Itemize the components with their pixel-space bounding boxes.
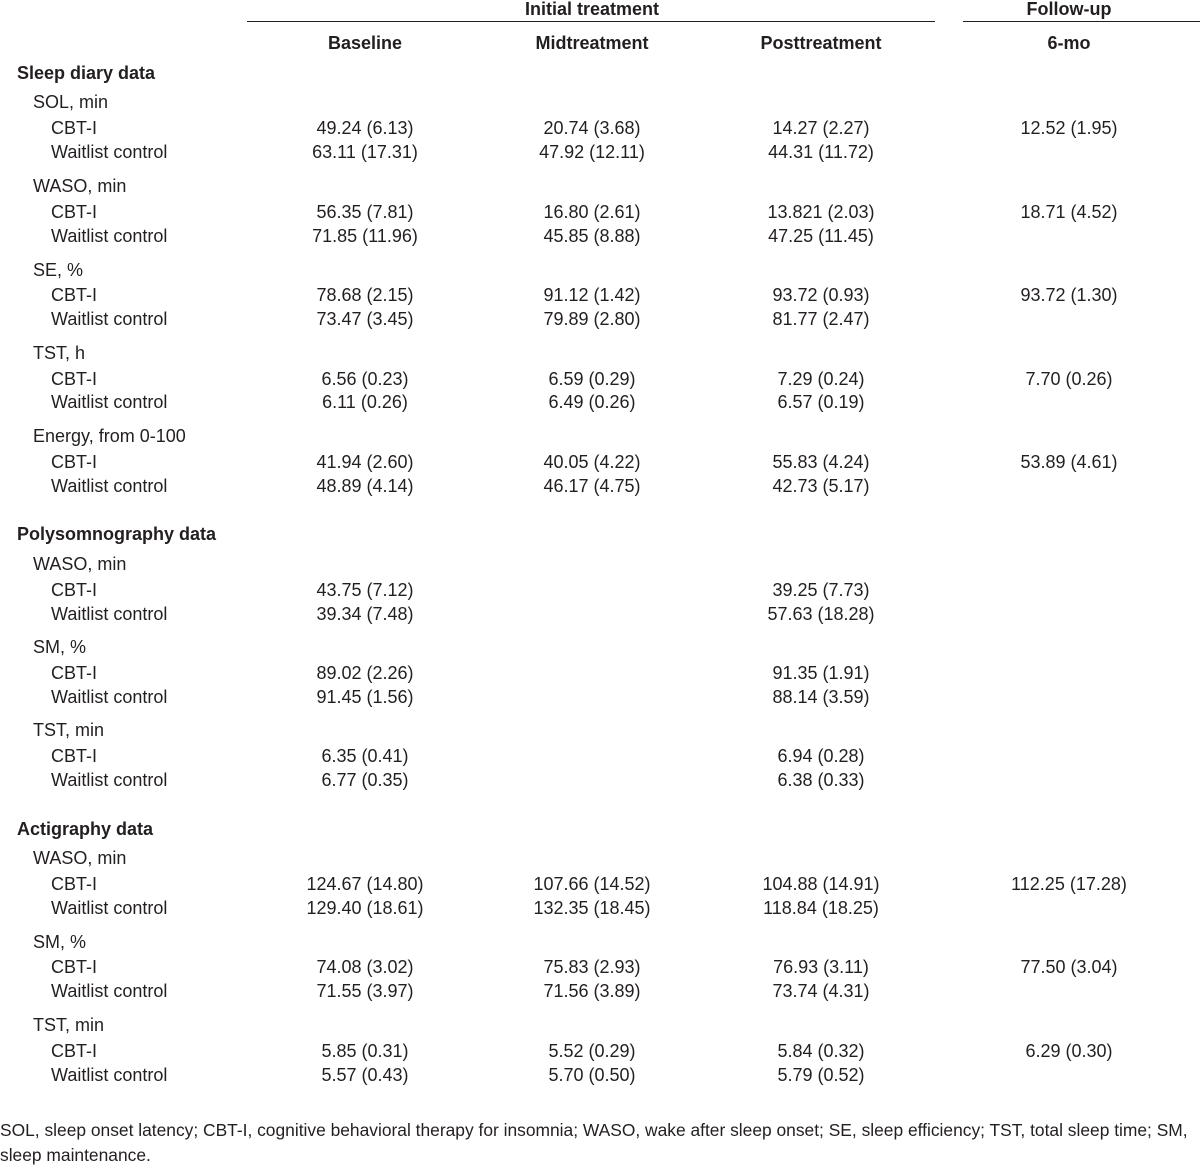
cell-midtreatment: 6.59 (0.29) [548,369,636,389]
metric-label: TST, min [33,720,105,740]
cell-posttreatment: 118.84 (18.25) [763,898,879,918]
cell-baseline: 74.08 (3.02) [316,957,414,977]
metric-label: SOL, min [33,92,109,112]
cell-baseline: 124.67 (14.80) [306,874,424,894]
group-label: Waitlist control [51,687,168,707]
cell-midtreatment: 46.17 (4.75) [543,476,641,496]
cell-posttreatment: 55.83 (4.24) [772,452,870,472]
cell-midtreatment: 132.35 (18.45) [533,898,651,918]
group-label: CBT-I [51,746,98,766]
cell-baseline: 5.57 (0.43) [321,1065,409,1085]
metric-label: TST, min [33,1015,105,1035]
cell-midtreatment: 16.80 (2.61) [543,202,641,222]
cell-midtreatment: 5.70 (0.50) [548,1065,636,1085]
cell-followup: 6.29 (0.30) [1025,1041,1113,1061]
cell-baseline: 91.45 (1.56) [316,687,414,707]
cell-baseline: 56.35 (7.81) [316,202,414,222]
group-label: Waitlist control [51,981,168,1001]
header-follow-up: Follow-up [1026,0,1112,19]
cell-posttreatment: 47.25 (11.45) [768,226,874,246]
metric-label: SM, % [33,637,87,657]
cell-posttreatment: 5.79 (0.52) [777,1065,865,1085]
group-label: Waitlist control [51,142,168,162]
metric-label: WASO, min [33,848,127,868]
cell-posttreatment: 14.27 (2.27) [772,118,870,138]
cell-baseline: 63.11 (17.31) [312,142,418,162]
cell-baseline: 49.24 (6.13) [316,118,414,138]
cell-baseline: 39.34 (7.48) [316,604,414,624]
cell-midtreatment: 6.49 (0.26) [548,392,636,412]
cell-baseline: 5.85 (0.31) [321,1041,409,1061]
metric-label: Energy, from 0-100 [33,426,186,446]
metric-label: SE, % [33,260,84,280]
metric-label: TST, h [33,343,86,363]
cell-baseline: 48.89 (4.14) [316,476,414,496]
cell-baseline: 6.11 (0.26) [322,392,408,412]
metric-label: WASO, min [33,554,127,574]
cell-midtreatment: 91.12 (1.42) [543,285,641,305]
cell-posttreatment: 6.94 (0.28) [777,746,865,766]
cell-baseline: 78.68 (2.15) [316,285,414,305]
section-title: Polysomnography data [17,524,217,544]
cell-midtreatment: 20.74 (3.68) [543,118,641,138]
group-label: CBT-I [51,118,98,138]
cell-posttreatment: 7.29 (0.24) [777,369,865,389]
group-label: CBT-I [51,285,98,305]
cell-midtreatment: 40.05 (4.22) [543,452,641,472]
group-label: CBT-I [51,452,98,472]
cell-baseline: 73.47 (3.45) [316,309,414,329]
cell-posttreatment: 5.84 (0.32) [777,1041,865,1061]
col-header-baseline: Baseline [327,33,403,53]
cell-followup: 77.50 (3.04) [1020,957,1118,977]
cell-posttreatment: 73.74 (4.31) [772,981,870,1001]
table-footnote: SOL, sleep onset latency; CBT-I, cognitive behavioral therapy for insomnia; WASO, wake after sleep onset; SE, sleep efficiency; TST, total sleep time; SM, sleep maintenance. [0,1120,1188,1165]
cell-baseline: 71.85 (11.96) [312,226,418,246]
col-header-posttreatment: Posttreatment [760,33,882,53]
group-label: Waitlist control [51,226,168,246]
group-label: Waitlist control [51,392,168,412]
cell-posttreatment: 88.14 (3.59) [772,687,870,707]
metric-label: WASO, min [33,176,127,196]
cell-posttreatment: 76.93 (3.11) [773,957,869,977]
cell-baseline: 89.02 (2.26) [316,663,414,683]
cell-midtreatment: 5.52 (0.29) [548,1041,636,1061]
initial-treatment-rule [247,21,935,22]
cell-followup: 18.71 (4.52) [1020,202,1118,222]
cell-posttreatment: 91.35 (1.91) [772,663,870,683]
cell-followup: 93.72 (1.30) [1020,285,1118,305]
group-label: Waitlist control [51,770,168,790]
section-title: Actigraphy data [17,819,154,839]
follow-up-rule [963,21,1200,22]
cell-posttreatment: 81.77 (2.47) [772,309,870,329]
metric-label: SM, % [33,932,87,952]
col-header-6mo: 6-mo [1047,33,1091,53]
cell-midtreatment: 47.92 (12.11) [539,142,645,162]
cell-baseline: 71.55 (3.97) [316,981,414,1001]
cell-baseline: 129.40 (18.61) [306,898,424,918]
cell-posttreatment: 6.57 (0.19) [777,392,865,412]
group-label: CBT-I [51,874,98,894]
cell-midtreatment: 71.56 (3.89) [543,981,641,1001]
cell-followup: 7.70 (0.26) [1025,369,1113,389]
group-label: CBT-I [51,957,98,977]
section-title: Sleep diary data [17,63,156,83]
group-label: CBT-I [51,1041,98,1061]
cell-posttreatment: 42.73 (5.17) [772,476,870,496]
cell-posttreatment: 39.25 (7.73) [772,580,870,600]
cell-posttreatment: 93.72 (0.93) [772,285,870,305]
group-label: CBT-I [51,663,98,683]
cell-midtreatment: 107.66 (14.52) [533,874,651,894]
cell-posttreatment: 6.38 (0.33) [777,770,865,790]
cell-followup: 53.89 (4.61) [1020,452,1118,472]
cell-posttreatment: 104.88 (14.91) [762,874,880,894]
col-header-midtreatment: Midtreatment [535,33,649,53]
cell-baseline: 41.94 (2.60) [316,452,414,472]
group-label: Waitlist control [51,604,168,624]
cell-midtreatment: 45.85 (8.88) [543,226,641,246]
cell-followup: 112.25 (17.28) [1011,874,1127,894]
cell-posttreatment: 13.821 (2.03) [767,202,875,222]
cell-followup: 12.52 (1.95) [1020,118,1118,138]
group-label: CBT-I [51,369,98,389]
cell-baseline: 6.35 (0.41) [321,746,409,766]
group-label: Waitlist control [51,1065,168,1085]
cell-midtreatment: 79.89 (2.80) [543,309,641,329]
cell-baseline: 6.56 (0.23) [321,369,409,389]
group-label: Waitlist control [51,309,168,329]
cell-baseline: 43.75 (7.12) [316,580,414,600]
cell-posttreatment: 57.63 (18.28) [767,604,875,624]
cell-midtreatment: 75.83 (2.93) [543,957,641,977]
group-label: Waitlist control [51,476,168,496]
group-label: Waitlist control [51,898,168,918]
group-label: CBT-I [51,580,98,600]
header-initial-treatment: Initial treatment [524,0,660,19]
group-label: CBT-I [51,202,98,222]
cell-baseline: 6.77 (0.35) [321,770,409,790]
cell-posttreatment: 44.31 (11.72) [768,142,874,162]
